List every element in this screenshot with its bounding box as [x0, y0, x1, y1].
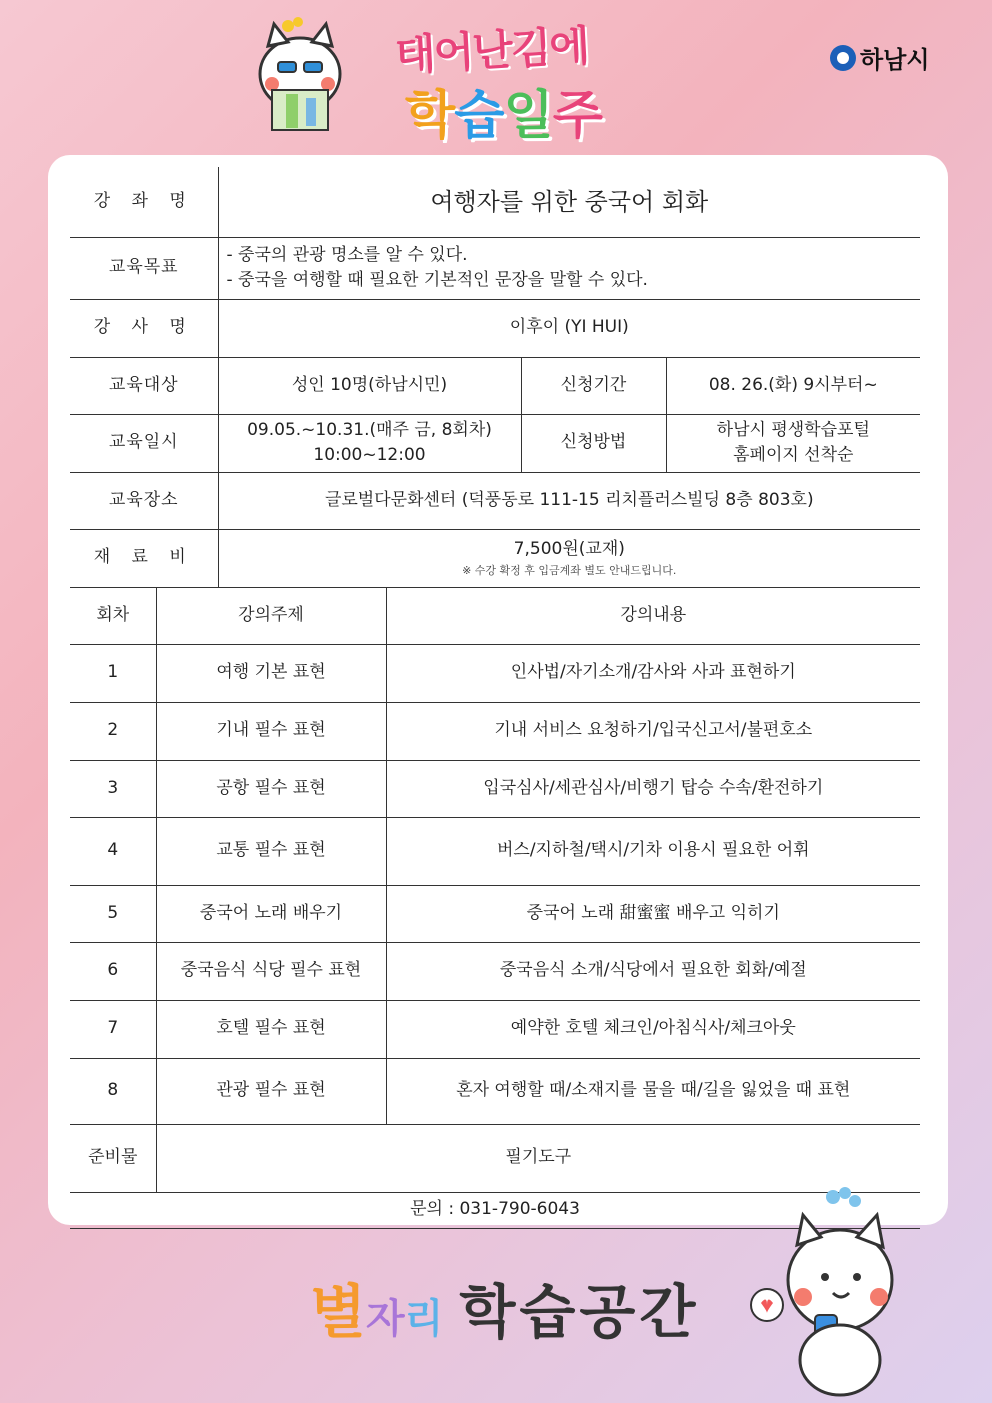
title-char: 주: [552, 86, 602, 146]
schedule-value: [218, 414, 521, 472]
schedule-dates: 09.05.~10.31.(매주 금, 8회차): [247, 419, 492, 440]
apply-method-line: 홈페이지 선착순: [733, 445, 854, 465]
hanam-logo-icon: [830, 45, 856, 71]
target-label: 교육대상: [70, 357, 218, 414]
schedule-label: 교육일시: [70, 414, 218, 472]
goal-label: 교육목표: [70, 237, 218, 299]
session-no: 4: [70, 817, 156, 885]
apply-period-value: 08. 26.(화) 9시부터~: [666, 357, 920, 414]
instructor-label: 강 사 명: [70, 299, 218, 357]
fee-label: 재 료 비: [70, 529, 218, 587]
row-target: [70, 357, 920, 414]
table-row: [70, 760, 920, 817]
row-instructor: [70, 299, 920, 357]
fee-note: ※ 수강 확정 후 입금계좌 별도 안내드립니다.: [462, 563, 677, 577]
title-line2: [405, 73, 602, 148]
row-supplies: [70, 1124, 920, 1192]
session-topic: 관광 필수 표현: [156, 1058, 386, 1124]
session-no: 1: [70, 644, 156, 702]
session-no: 8: [70, 1058, 156, 1124]
table-row: [70, 817, 920, 885]
table-row: [70, 885, 920, 942]
session-no: 7: [70, 1000, 156, 1058]
brand-wordmark: [310, 1265, 699, 1349]
header-content: 강의내용: [386, 587, 920, 644]
session-no: 6: [70, 942, 156, 1000]
footer: [0, 1225, 992, 1403]
session-content: 입국심사/세관심사/비행기 탑승 수속/환전하기: [386, 760, 920, 817]
supplies-value: 필기도구: [156, 1124, 920, 1192]
session-content: 중국음식 소개/식당에서 필요한 회화/예절: [386, 942, 920, 1000]
place-value: 글로벌다문화센터 (덕풍동로 111-15 리치플러스빌딩 8층 803호): [218, 472, 920, 529]
goal-item: - 중국을 여행할 때 필요한 기본적인 문장을 말할 수 있다.: [226, 270, 648, 290]
session-content: 예약한 호텔 체크인/아침식사/체크아웃: [386, 1000, 920, 1058]
apply-method-label: 신청방법: [521, 414, 666, 472]
session-topic: 중국음식 식당 필수 표현: [156, 942, 386, 1000]
contact-info: 문의 : 031-790-6043: [70, 1192, 920, 1228]
course-info-card: [48, 155, 948, 1225]
session-content: 기내 서비스 요청하기/입국신고서/불편호소: [386, 702, 920, 760]
title-art: [393, 18, 615, 146]
fee-value: [218, 529, 920, 587]
row-fee: [70, 529, 920, 587]
session-no: 5: [70, 885, 156, 942]
session-topic: 교통 필수 표현: [156, 817, 386, 885]
row-course-name: [70, 167, 920, 237]
session-content: 버스/지하철/택시/기차 이용시 필요한 어휘: [386, 817, 920, 885]
fee-amount: 7,500원(교재): [513, 539, 625, 559]
table-row: [70, 702, 920, 760]
row-place: [70, 472, 920, 529]
table-row: [70, 1058, 920, 1124]
brand-char: 별: [310, 1278, 367, 1346]
goal-content: [218, 237, 920, 299]
session-content: 인사법/자기소개/감사와 사과 표현하기: [386, 644, 920, 702]
target-value: 성인 10명(하남시민): [218, 357, 521, 414]
apply-method-line: 하남시 평생학습포털: [716, 419, 870, 440]
course-name: 여행자를 위한 중국어 회화: [218, 167, 920, 237]
session-topic: 호텔 필수 표현: [156, 1000, 386, 1058]
title-char: 습: [454, 86, 504, 146]
table-row: [70, 1000, 920, 1058]
course-label: 강 좌 명: [70, 167, 218, 237]
title-line1: 태어난김에: [393, 20, 590, 81]
schedule-time: 10:00~12:00: [313, 445, 426, 465]
brand-text: 학습공간: [459, 1278, 700, 1346]
header-session: 회차: [70, 587, 156, 644]
brand-char: 자: [366, 1296, 405, 1342]
session-content: 중국어 노래 甜蜜蜜 배우고 익히기: [386, 885, 920, 942]
goal-item: - 중국의 관광 명소를 알 수 있다.: [226, 244, 468, 265]
apply-method-value: [666, 414, 920, 472]
mascot-reading-map-icon: [250, 14, 350, 144]
mascot-phone-icon: [745, 1185, 895, 1400]
session-topic: 공항 필수 표현: [156, 760, 386, 817]
supplies-label: 준비물: [70, 1124, 156, 1192]
title-char: 학: [405, 86, 455, 146]
place-label: 교육장소: [70, 472, 218, 529]
session-topic: 기내 필수 표현: [156, 702, 386, 760]
row-goal: [70, 237, 920, 299]
session-topic: 중국어 노래 배우기: [156, 885, 386, 942]
apply-period-label: 신청기간: [521, 357, 666, 414]
curriculum-header: [70, 587, 920, 644]
header-topic: 강의주제: [156, 587, 386, 644]
table-row: [70, 942, 920, 1000]
instructor-name: 이후이 (YI HUI): [218, 299, 920, 357]
course-table: [70, 167, 920, 1229]
session-topic: 여행 기본 표현: [156, 644, 386, 702]
session-content: 혼자 여행할 때/소재지를 물을 때/길을 잃었을 때 표현: [386, 1058, 920, 1124]
hanam-logo: [830, 40, 930, 75]
header: [0, 0, 992, 150]
session-no: 2: [70, 702, 156, 760]
title-char: 일: [503, 86, 553, 146]
row-schedule: [70, 414, 920, 472]
brand-char: 리: [404, 1296, 444, 1342]
table-row: [70, 644, 920, 702]
session-no: 3: [70, 760, 156, 817]
logo-text: 하남시: [860, 47, 930, 74]
